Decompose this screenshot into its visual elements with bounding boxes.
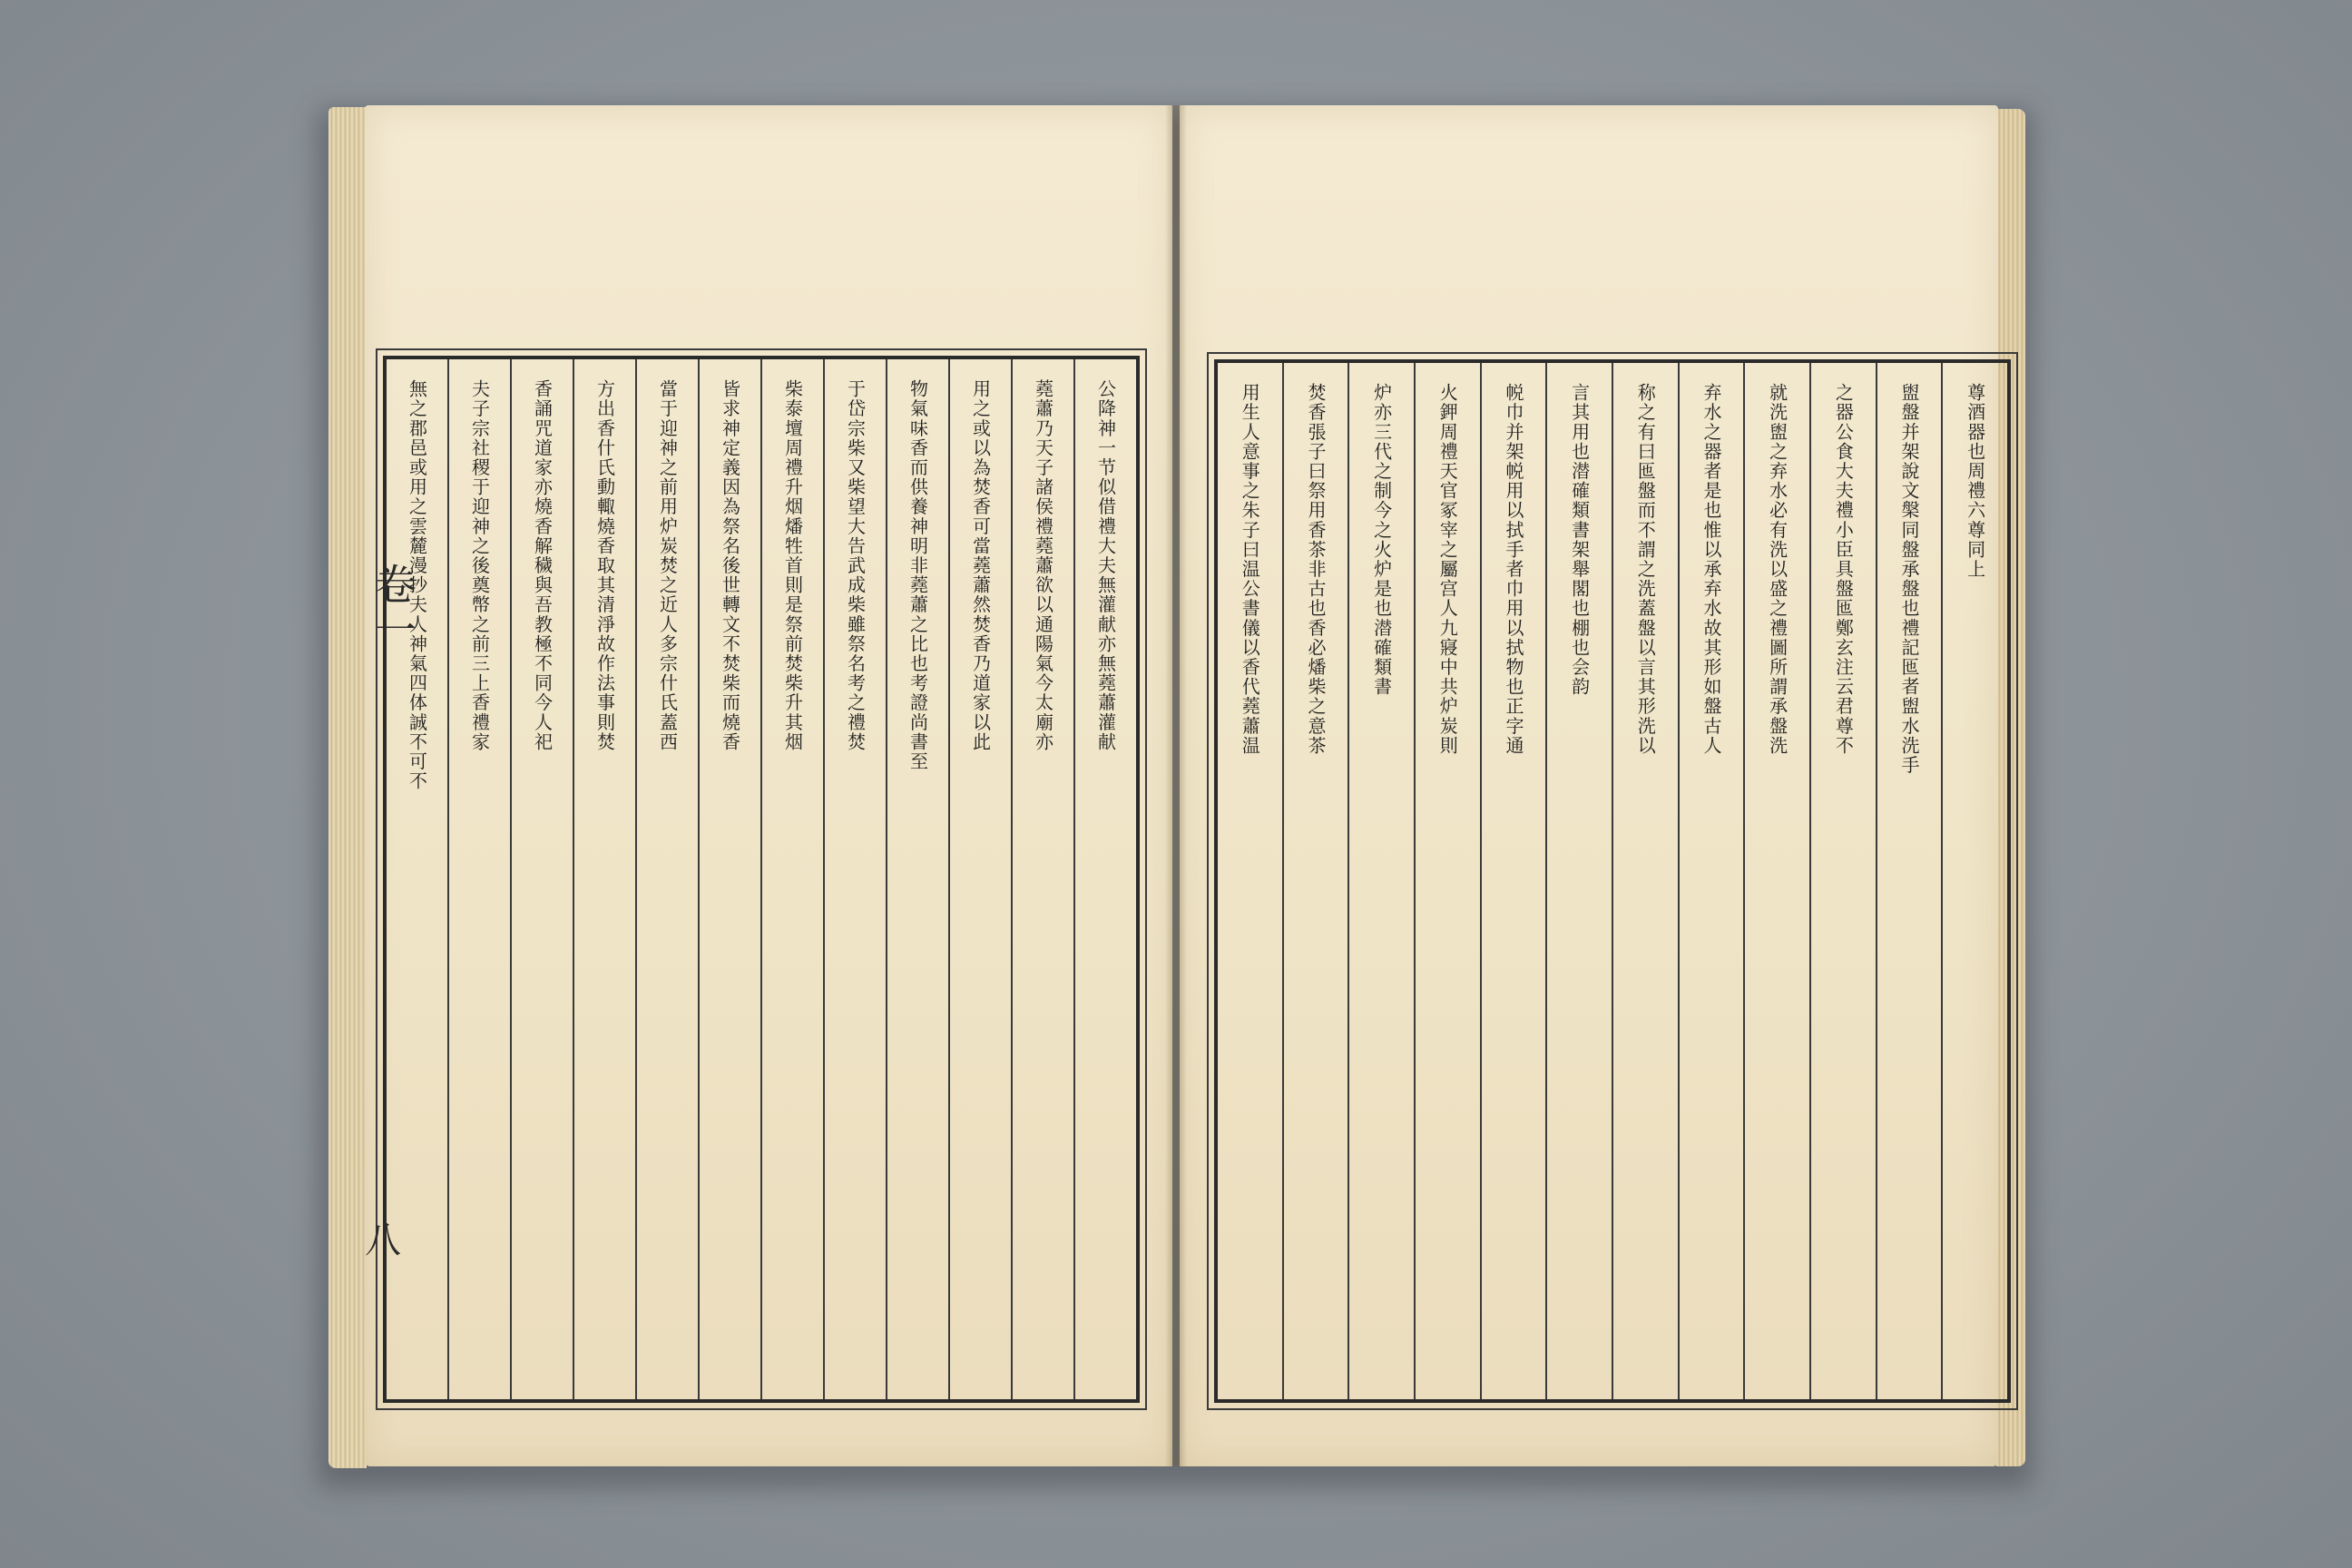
column-text: 蕘蕭乃天子諸侯禮蕘蕭欲以通陽氣今太廟亦 [1032,379,1054,752]
column-text: 言其用也潜確類書架舉閣也棚也会韵 [1568,383,1591,697]
text-column [510,359,573,1399]
text-column [698,359,760,1399]
column-text: 皆求神定義因為祭名後世轉文不焚柴而燒香 [719,379,741,752]
text-column [886,359,948,1399]
column-text: 當于迎神之前用炉炭焚之近人多宗什氏蓋西 [656,379,679,752]
text-column [1218,363,1282,1399]
column-text: 火鉀周禮天官冢宰之屬宫人九寢中共炉炭則 [1436,383,1459,756]
text-column [1941,363,2007,1399]
right-text-frame [1214,359,2011,1403]
column-text: 香誦咒道家亦燒香解穢與吾教極不同今人祀 [531,379,554,752]
text-column [635,359,698,1399]
text-column [1876,363,1942,1399]
juan-margin-title: 卷一 [368,563,417,653]
column-text: 弃水之器者是也惟以承弃水故其形如盤古人 [1700,383,1722,756]
text-column [1414,363,1480,1399]
column-text: 炉亦三代之制今之火炉是也潜確類書 [1370,383,1393,697]
column-text: 無之郡邑或用之雲麓漫抄夫人神氣四体誠不可不 [406,379,428,791]
column-text: 就洗盥之弃水必有洗以盛之禮圖所謂承盤洗 [1766,383,1788,756]
text-column [1011,359,1073,1399]
text-column [1480,363,1546,1399]
text-column [573,359,635,1399]
text-column [823,359,886,1399]
text-column [1282,363,1348,1399]
column-text: 于岱宗柴又柴望大告武成柴雖祭名考之禮焚 [844,379,867,752]
column-text: 柴泰壇周禮升烟燔牲首則是祭前焚柴升其烟 [781,379,804,752]
text-column [1612,363,1678,1399]
column-text: 尊酒器也周禮六尊同上 [1964,383,1986,579]
column-text: 方出香什氏動輙燒香取其清淨故作法事則焚 [593,379,616,752]
column-text: 公降神一节似借禮大夫無灌献亦無蕘蕭灌献 [1094,379,1117,752]
column-text: 帨巾并架帨用以拭手者巾用以拭物也正字通 [1502,383,1524,756]
left-columns [387,359,1136,1399]
text-column [1678,363,1744,1399]
text-column [1073,359,1136,1399]
column-text: 称之有曰匜盤而不謂之洗蓋盤以言其形洗以 [1634,383,1657,756]
column-text: 用生人意事之朱子曰温公書儀以香代蕘蕭温 [1239,383,1261,756]
right-columns [1218,363,2007,1399]
column-text: 焚香張子曰祭用香茶非古也香必燔柴之意茶 [1304,383,1327,756]
text-column [1545,363,1612,1399]
text-column [1743,363,1809,1399]
column-text: 之器公食大夫禮小臣具盤匜鄭玄注云君尊不 [1832,383,1855,756]
left-text-frame [383,356,1140,1403]
text-column [1348,363,1414,1399]
text-column [948,359,1011,1399]
column-text: 夫子宗社稷于迎神之後奠幣之前三上香禮家 [468,379,491,752]
folio-number: 八 [365,1220,401,1261]
column-text: 物氣味香而供養神明非蕘蕭之比也考證尚書至 [906,379,929,771]
column-text: 用之或以為焚香可當蕘蕭然焚香乃道家以此 [969,379,992,752]
column-text: 盥盤并架說文槃同盤承盤也禮記匜者盥水洗手 [1897,383,1920,775]
text-column [447,359,510,1399]
left-page-edges [328,107,367,1468]
book-gutter [1165,105,1187,1466]
text-column [760,359,823,1399]
text-column [1809,363,1876,1399]
